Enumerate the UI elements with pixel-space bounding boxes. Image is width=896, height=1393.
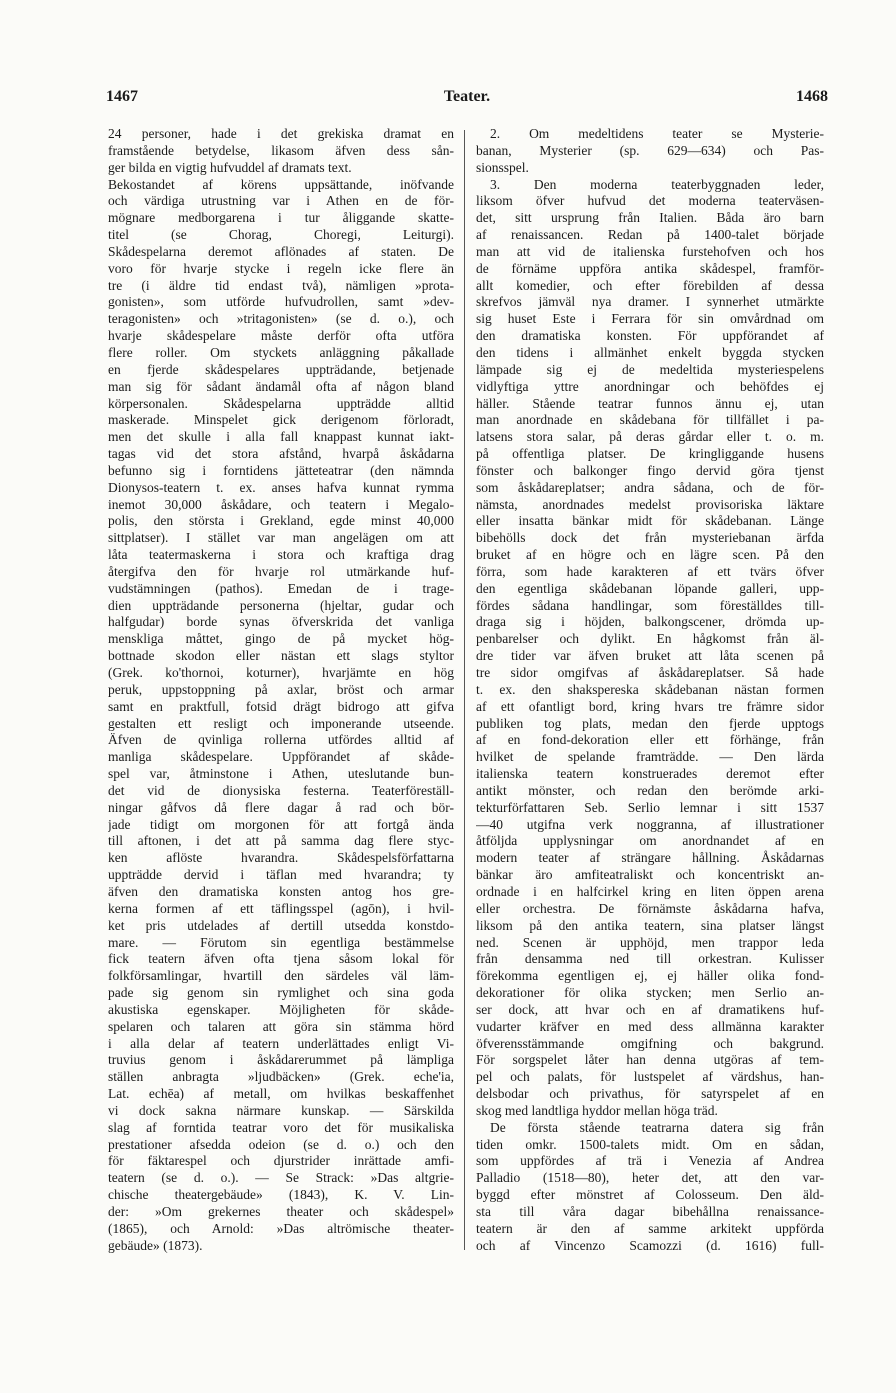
text-line: teatern (se d. o.). — Se Strack: »Das altgrie-: [108, 1170, 454, 1186]
text-line: chische theatergebäude» (1843), K. V. Lin-: [108, 1187, 454, 1203]
text-line: som uppfördes af trä i Venezia af Andrea: [476, 1153, 824, 1169]
text-line: till aftonen, i det att på samma dag flere styc-: [108, 833, 454, 849]
text-line: en fjerde skådespelares uppträdande, betjenade: [108, 361, 454, 377]
text-line: spel var, åtminstone i Athen, uteslutande bun-: [108, 766, 454, 782]
text-line: Lat. echēa) af metall, om hvilkas beskaffenhet: [108, 1086, 454, 1102]
text-line: öfverensstämmande omgifning och bakgrund.: [476, 1035, 824, 1051]
text-line: t. ex. den shakspereska skådebanan nästan formen: [476, 681, 824, 697]
text-line: förekomma egentligen ej, ej häller olika fond-: [476, 968, 824, 984]
text-line: af ett ofantligt bord, kring hvars tre främre sidor: [476, 698, 824, 714]
text-line: förra, som hade karakteren af ett tvärs öfver: [476, 563, 824, 579]
text-line: 3. Den moderna teaterbyggnaden leder,: [490, 176, 824, 192]
text-line: dekorationer för olika stycken; men Serlio an-: [476, 985, 824, 1001]
text-line: titel (se Chorag, Choregi, Leiturgi).: [108, 227, 454, 243]
text-line: hvarje skådespelare måste derför ofta utföra: [108, 328, 454, 344]
text-line: ser dock, att hvar och en af dramatikens huf-: [476, 1001, 824, 1017]
text-line: spelaren och talaren att göra sin stämma hörd: [108, 1018, 454, 1034]
running-title: Teater.: [443, 88, 491, 105]
text-line: på offentliga platser. De kringliggande husens: [476, 446, 824, 462]
text-line: inemot 30,000 åskådare, och teatern i Megalo-: [108, 496, 454, 512]
text-line: (Grek. ko'thornoi, koturner), hvarjämte en hög: [108, 665, 454, 680]
text-line: allt komedier, och efter förebilden af dessa: [476, 277, 824, 293]
text-line: man att vid de italienska furstehofven och hos: [476, 243, 824, 259]
text-line: i alla delar af teatern underlättades enligt Vi-: [108, 1035, 454, 1051]
text-line: voro för hvarje stycke i regeln icke flere än: [108, 260, 454, 276]
text-line: delsbodar och privathus, för satyrspelet af en: [476, 1086, 824, 1102]
text-line: vudarter kräfver en med dess allmänna karakter: [476, 1018, 824, 1034]
text-line: från densamma ned till orkestran. Kulisser: [476, 951, 824, 967]
text-line: man anordnade en skådebana för tillfället i pa-: [476, 412, 824, 428]
text-line: penbarelser och dylikt. En hågkomst från äl-: [476, 631, 824, 647]
text-line: (1865), och Arnold: »Das altrömische theater-: [108, 1220, 454, 1236]
text-line: sta till våra dagar bibehållna renaissance-: [476, 1204, 824, 1219]
text-line: eller orchestra. De förnämste åskådarna hafva,: [476, 900, 824, 916]
text-line: pel och palats, för lustspelet af värdshus, han-: [476, 1069, 824, 1085]
text-line: skog med landtliga hyddor mellan höga träd.: [476, 1102, 718, 1118]
text-line: teatern är den af samme arkitekt uppförda: [476, 1220, 824, 1236]
column-divider: [464, 130, 465, 1250]
text-line: bottnade skodon eller nästan ett slags styltor: [108, 648, 454, 664]
text-line: gebäude» (1873).: [108, 1237, 203, 1253]
text-line: 2. Om medeltidens teater se Mysterie-: [490, 126, 824, 141]
text-line: och af Vincenzo Scamozzi (d. 1616) full-: [476, 1237, 824, 1253]
text-line: bruket af en högre och en lägre scen. På den: [476, 547, 824, 563]
text-line: truvius genom i åskådarerummet på lämpliga: [108, 1052, 454, 1068]
text-line: skrefvos jämväl nya dramer. I synnerhet utmärkte: [476, 294, 824, 310]
text-line: italienska teatern konstruerades deremot efter: [476, 766, 824, 782]
text-line: tre sidor omgifvas af åskådareplatser. Så hade: [476, 665, 824, 680]
text-line: Skådespelarna deremot aflönades af staten. De: [108, 243, 454, 259]
text-line: tiden omkr. 1500-talets midt. Om en sådan,: [476, 1136, 824, 1152]
text-line: polis, den största i Grekland, egde minst 40,000: [108, 513, 454, 529]
text-line: slag af forntida teatrar voro det för musikaliska: [108, 1119, 454, 1135]
text-line: tekturförfattaren Seb. Serlio lemnar i sitt 1537: [476, 799, 824, 815]
text-line: publiken tog plats, medan den fjerde upptogs: [476, 715, 824, 731]
text-line: det, sitt ursprung från Italien. Båda äro barn: [476, 210, 824, 226]
text-line: för fäktarespel och djurstrider inrättade amfi-: [108, 1153, 454, 1169]
text-line: ken aflöste hvarandra. Skådespelsförfattarna: [108, 850, 454, 866]
text-line: återgifva den för hvarje rol utmärkande huf-: [108, 563, 454, 579]
text-line: Bekostandet af körens uppsättande, inöfvande: [108, 176, 454, 192]
text-line: De första stående teatrarna datera sig från: [490, 1119, 824, 1135]
text-line: åtföljda upplysningar om anordnandet af en: [476, 833, 824, 849]
text-line: jade tidigt om morgonen för att fortgå ända: [108, 816, 454, 832]
text-line: låta teatermaskerna i stora och kraftiga drag: [108, 547, 454, 563]
text-line: körpersonalen. Skådespelarna uppträdde alltid: [108, 395, 454, 411]
text-line: hvilket de spelande framträdde. — Den lärda: [476, 749, 824, 765]
text-line: teragonisten» och »tritagonisten» (se d. o.), och: [108, 311, 454, 327]
text-line: banan, Mysterier (sp. 629—634) och Pas-: [476, 142, 824, 158]
text-line: ningar gåfvos då flere dagar å rad och bör-: [108, 799, 454, 815]
text-line: liksom öfver hufvud det moderna teaterväsen-: [476, 193, 824, 209]
left-text-column: [108, 126, 454, 1255]
page-number-right: 1468: [796, 88, 828, 105]
text-line: tagas vid det stora afstånd, hvarpå åskådarna: [108, 446, 454, 462]
text-line: man sig för sådant ändamål ofta af någon bland: [108, 378, 454, 394]
text-line: ordnade i en halfcirkel kring en liten öppen arena: [476, 883, 824, 899]
text-line: mare. — Förutom sin egentliga bestämmelse: [108, 934, 454, 950]
text-line: flere roller. Om styckets anläggning påkallade: [108, 344, 454, 360]
text-line: fick teatern äfven ofta tjena såsom lokal för: [108, 951, 454, 967]
text-line: Dionysos-teatern t. ex. anses hafva kunnat rymma: [108, 479, 454, 495]
text-line: det vid de dionysiska festerna. Teaterföreställ-: [108, 782, 454, 798]
text-line: tre (i äldre tid endast två), nämligen »prota-: [108, 277, 454, 293]
text-line: ställen anbragta »ljudbäcken» (Grek. eche'ia,: [108, 1069, 454, 1085]
text-line: dien uppträdande personerna (hjeltar, gudar och: [108, 597, 454, 613]
text-line: menskliga måttet, gingo de på mycket hög-: [108, 631, 454, 647]
text-line: bänkar äro amfiteatraliskt och koncentriskt an-: [476, 867, 824, 883]
page-number-left: 1467: [106, 88, 138, 105]
text-line: För sorgspelet låter han denna utgöras af tem-: [476, 1052, 824, 1068]
text-line: eller insatta bänkar midt för skådebanan. Länge: [476, 513, 824, 529]
text-line: byggd efter mönstret af Colosseum. Den äld-: [476, 1187, 824, 1203]
text-line: peruk, uppstoppning på axlar, bröst och armar: [108, 681, 454, 697]
text-line: den egentliga skådebanan löpande galleri, upp-: [476, 580, 824, 596]
text-line: vi dock sakna närmare kunskap. — Särskilda: [108, 1102, 454, 1118]
text-line: samt en praktfull, fotsid drägt bidrogo att gifva: [108, 698, 454, 714]
text-line: af renaissancen. Redan på 1400-talet började: [476, 227, 824, 243]
text-line: den dramatiska konsten. För uppförandet af: [476, 328, 824, 344]
text-line: bibehölls dock det från mysteriebanan ärfda: [476, 530, 824, 546]
text-line: der: »Om grekernes theater och skådespel»: [108, 1204, 454, 1219]
text-line: halfgudar) borde synas öfverskrida det vanliga: [108, 614, 454, 630]
text-line: latsens stora salar, på deras gårdar eller t. o. m.: [476, 429, 824, 445]
text-line: dre tider var äfven bruket att låta scenen på: [476, 648, 824, 664]
text-line: maskerade. Minspelet gick derigenom förloradt,: [108, 412, 454, 428]
text-line: —40 utgifna verk noggranna, af illustrationer: [476, 816, 824, 832]
text-line: men det skulle i alla fall knappast kunnat iakt-: [108, 429, 454, 445]
text-line: fönster och balkonger fingo dervid göra tjenst: [476, 462, 824, 478]
text-line: kerna formen af ett täflingsspel (agōn), i hvil-: [108, 900, 454, 916]
text-line: ket pris utdelades af dertill utsedda konstdo-: [108, 917, 454, 933]
text-line: gonisten», som utförde hufvudrollen, samt »dev-: [108, 294, 454, 310]
text-line: uppträdde dervid i täflan med hvarandra; ty: [108, 867, 454, 883]
text-line: vidlyftiga yttre anordningar och behöfdes ej: [476, 378, 824, 394]
page-header: [106, 88, 828, 112]
text-line: nämsta, anordnades medelst provisoriska läktare: [476, 496, 824, 512]
text-line: Äfven de qvinliga rollerna utfördes alltid af: [108, 732, 454, 748]
text-line: mögnare medborgarena i tur åliggande skatte-: [108, 210, 454, 226]
text-line: fördes sådana handlingar, som föreställdes till-: [476, 597, 824, 613]
text-line: Palladio (1518—80), heter det, att den var-: [476, 1170, 824, 1186]
text-line: prestationer afsedda odeion (se d. o.) och den: [108, 1136, 454, 1152]
text-line: lämpade sig ej de medeltida mysteriespelens: [476, 361, 824, 377]
text-line: och värdiga utrustning var i Athen en de för-: [108, 193, 454, 209]
text-line: antikt mönster, och redan den berömde arki-: [476, 782, 824, 798]
text-line: ger bilda en vigtig hufvuddel af dramats text.: [108, 159, 352, 175]
text-line: gestalten ett resligt och imponerande utseende.: [108, 715, 454, 731]
text-line: modern teater af strängare hållning. Åskådarnas: [476, 850, 824, 866]
text-line: liksom på den antika teatern, sina platser längst: [476, 917, 824, 933]
text-line: vudstämningen (pathos). Emedan de i trage-: [108, 580, 454, 596]
text-line: de förnäme uppföra antika skådespel, framför-: [476, 260, 824, 276]
text-line: häller. Stående teatrar funnos ännu ej, utan: [476, 395, 824, 411]
text-line: framstående betydelse, likasom äfven dess sån-: [108, 142, 454, 158]
text-line: 24 personer, hade i det grekiska dramat en: [108, 126, 454, 141]
text-line: sig huset Este i Ferrara för sin omvårdnad om: [476, 311, 824, 327]
text-line: af en fond-dekoration eller ett förhänge, från: [476, 732, 824, 748]
text-line: pade sig genom sin rymlighet och sina goda: [108, 985, 454, 1001]
text-line: som åskådareplatser; andra sådana, och de för-: [476, 479, 824, 495]
text-line: äfven den dramatiska konsten antog hos gre-: [108, 883, 454, 899]
text-line: akustiska egenskaper. Möjligheten för skåde-: [108, 1001, 454, 1017]
text-line: befunno sig i forntidens jätteteatrar (den nämnda: [108, 462, 454, 478]
text-line: ned. Scenen är upphöjd, men trappor leda: [476, 934, 824, 950]
text-line: folkförsamlingar, hvartill den särdeles väl läm-: [108, 968, 454, 984]
text-line: sionsspel.: [476, 159, 529, 175]
text-line: sittplatser). I stället var man angelägen om att: [108, 530, 454, 546]
right-text-column: [476, 126, 824, 1255]
text-line: den tidens i allmänhet enkelt byggda stycken: [476, 344, 824, 360]
text-line: draga sig i höjden, balkongscener, drömda up-: [476, 614, 824, 630]
text-line: manliga skådespelare. Uppförandet af skåde-: [108, 749, 454, 765]
